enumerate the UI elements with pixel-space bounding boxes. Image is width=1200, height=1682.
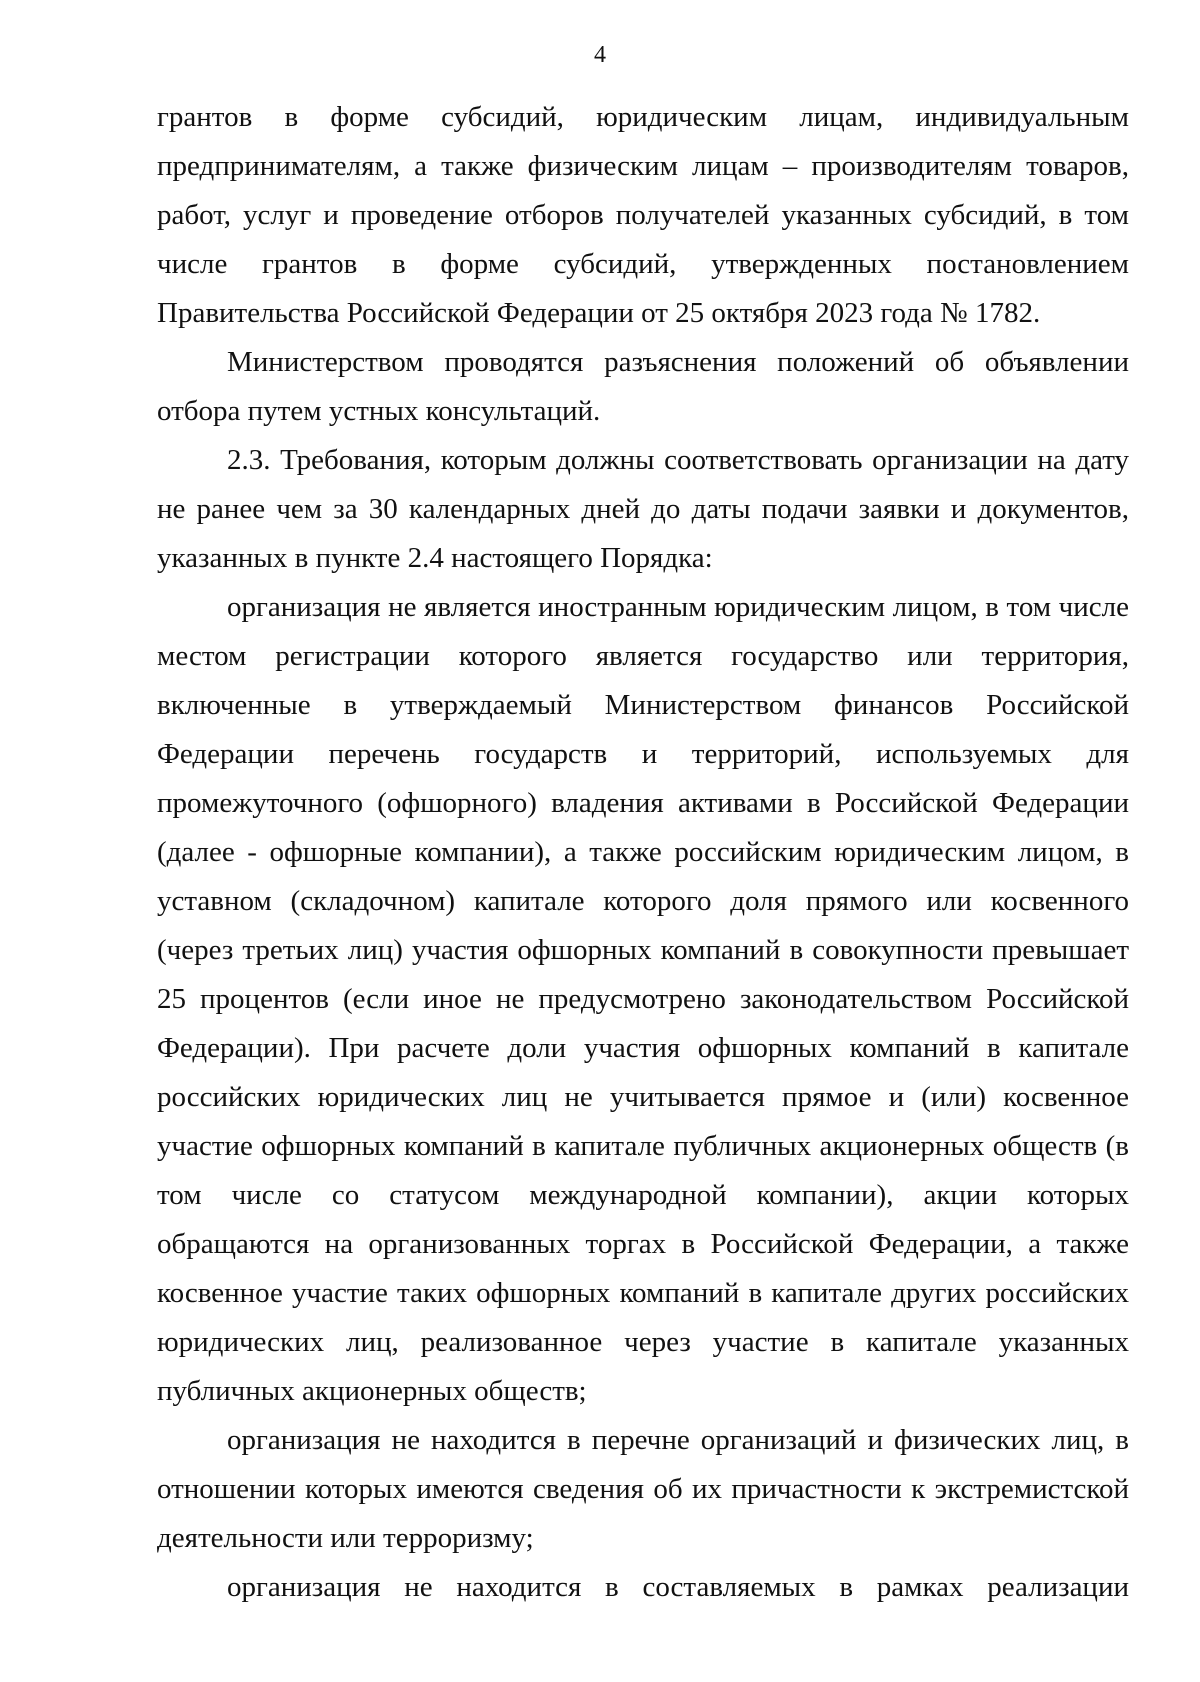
paragraph-grants-continuation: грантов в форме субсидий, юридическим лицам, индивидуальным предпринимателям, а также физическим лицам – производителям товаров, работ, услуг и проведение отборов получателей указанных субсидий, в том числе грантов в форме субсидий, утвержденных постановлением Правительства Российской Федерации от 25 октября 2023 года № 1782. xyxy=(157,101,1129,329)
paragraph-lists-requirement: организация не находится в составляемых в рамках реализации xyxy=(227,1571,1129,1603)
paragraph-extremism-requirement: организация не находится в перечне организаций и физических лиц, в отношении которых имеются сведения об их причастности к экстремистской деятельности или терроризму; xyxy=(157,1424,1129,1554)
paragraph-ministry-consultations: Министерством проводятся разъяснения положений об объявлении отбора путем устных консультаций. xyxy=(157,346,1129,427)
document-body xyxy=(157,93,1129,1612)
paragraph-requirements-2-3: 2.3. Требования, которым должны соответствовать организации на дату не ранее чем за 30 календарных дней до даты подачи заявки и документов, указанных в пункте 2.4 настоящего Порядка: xyxy=(157,444,1129,574)
page-number: 4 xyxy=(594,42,606,68)
paragraph-offshore-requirement: организация не является иностранным юридическим лицом, в том числе местом регистрации которого является государство или территория, включенные в утверждаемый Министерством финансов Российской Федерации перечень государств и территорий, используемых для промежуточного (офшорного) владения активами в Российской Федерации (далее - офшорные компании), а также российским юридическим лицом, в уставном (складочном) капитале которого доля прямого или косвенного (через третьих лиц) участия офшорных компаний в совокупности превышает 25 процентов (если иное не предусмотрено законодательством Российской Федерации). При расчете доли участия офшорных компаний в капитале российских юридических лиц не учитывается прямое и (или) косвенное участие офшорных компаний в капитале публичных акционерных обществ (в том числе со статусом международной компании), акции которых обращаются на организованных торгах в Российской Федерации, а также косвенное участие таких офшорных компаний в капитале других российских юридических лиц, реализованное через участие в капитале указанных публичных акционерных обществ; xyxy=(157,591,1129,1407)
